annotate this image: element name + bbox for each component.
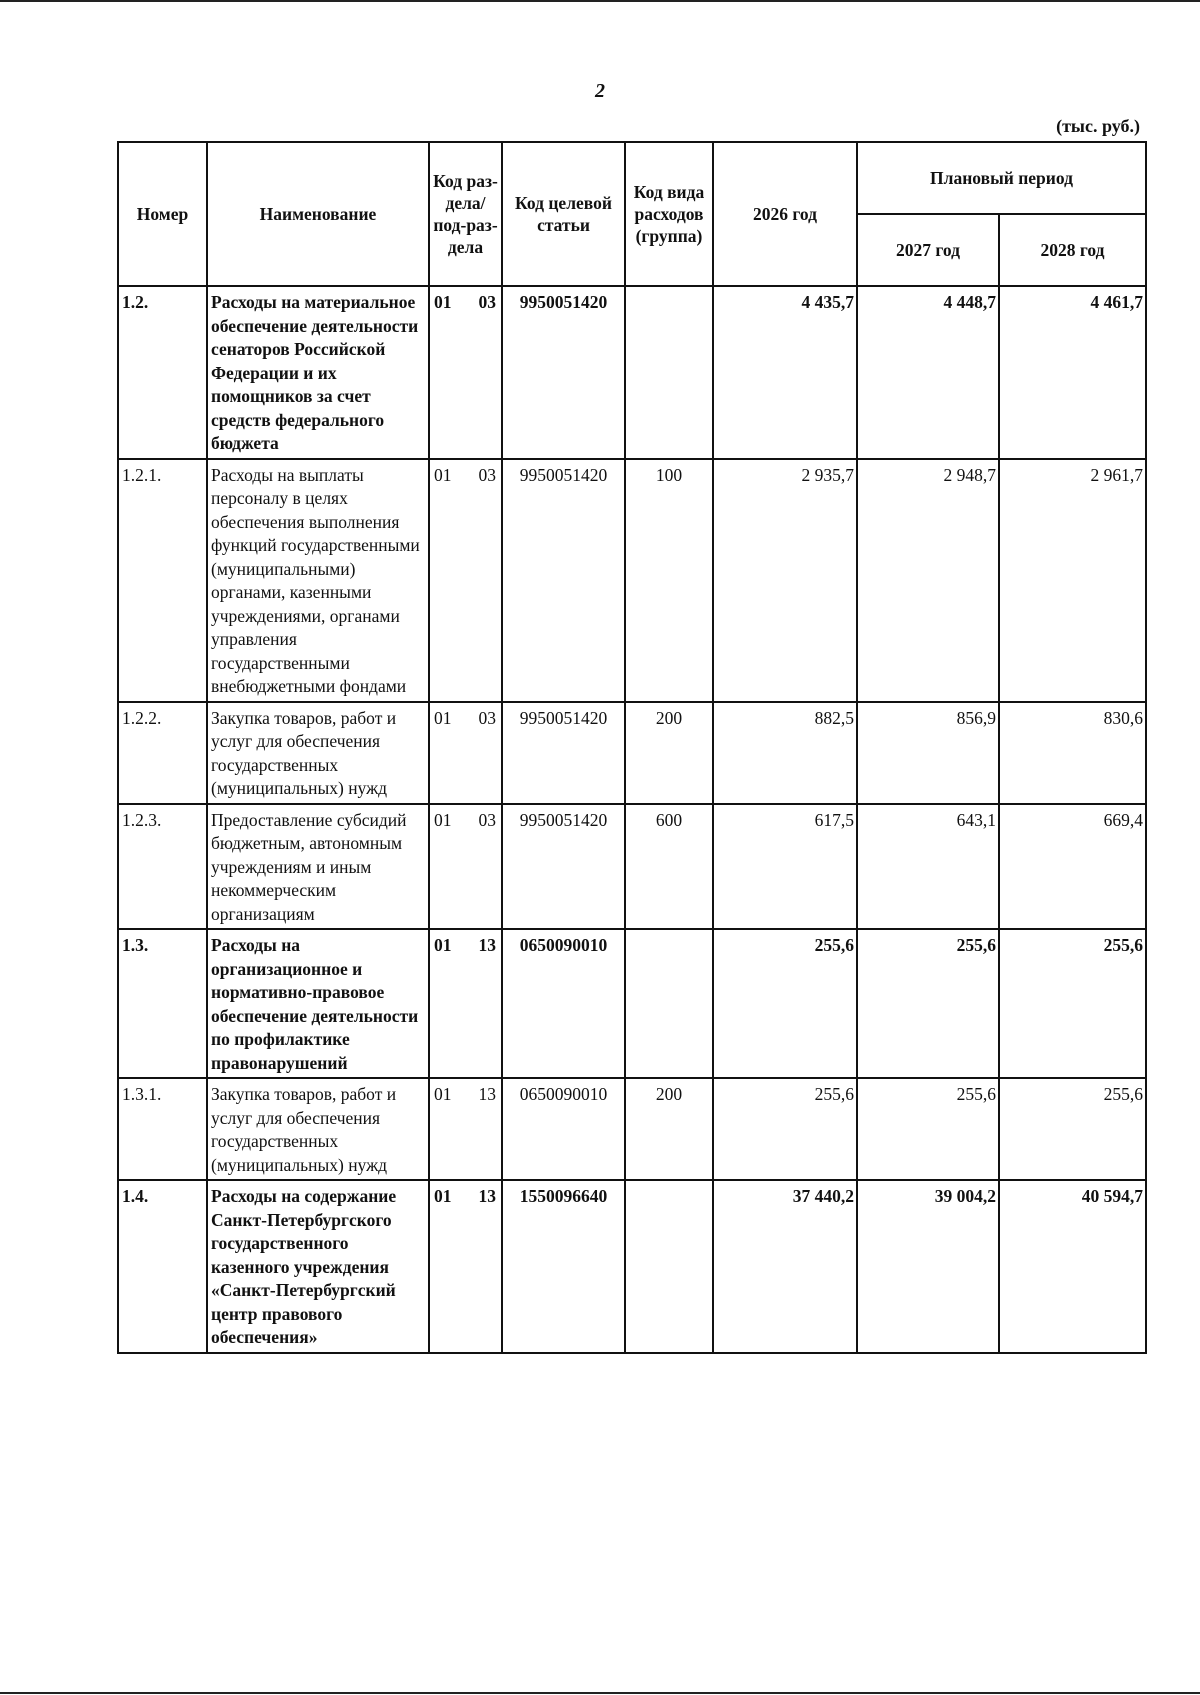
table-row bbox=[118, 804, 1146, 930]
row-name: Закупка товаров, работ и услуг для обеспечения государственных (муниципальных) нужд bbox=[207, 1078, 429, 1180]
row-amount-2027: 856,9 bbox=[857, 702, 999, 804]
row-number: 1.3. bbox=[118, 929, 207, 1078]
subsection-code: 03 bbox=[478, 464, 496, 485]
row-amount-2026: 4 435,7 bbox=[713, 286, 857, 459]
header-number: Номер bbox=[118, 142, 207, 286]
top-scan-border bbox=[0, 0, 1200, 2]
subsection-code: 03 bbox=[478, 809, 496, 830]
row-name: Закупка товаров, работ и услуг для обеспечения государственных (муниципальных) нужд bbox=[207, 702, 429, 804]
header-target-code: Код целевой статьи bbox=[502, 142, 625, 286]
header-name: Наименование bbox=[207, 142, 429, 286]
row-number: 1.2.2. bbox=[118, 702, 207, 804]
row-section-code bbox=[429, 702, 502, 804]
header-year-2026: 2026 год bbox=[713, 142, 857, 286]
header-expense-kind: Код вида расходов (группа) bbox=[625, 142, 713, 286]
row-expense-kind: 200 bbox=[625, 702, 713, 804]
row-section-code bbox=[429, 929, 502, 1078]
row-target-code: 9950051420 bbox=[502, 804, 625, 930]
table-row bbox=[118, 929, 1146, 1078]
row-section-code bbox=[429, 804, 502, 930]
section-code: 01 bbox=[434, 292, 452, 312]
table-row bbox=[118, 286, 1146, 459]
subsection-code: 03 bbox=[478, 707, 496, 728]
row-amount-2028: 255,6 bbox=[999, 1078, 1146, 1180]
row-name: Расходы на материальное обеспечение деятельности сенаторов Российской Федерации и их помощников за счет средств федерального бюджета bbox=[207, 286, 429, 459]
row-amount-2028: 2 961,7 bbox=[999, 459, 1146, 702]
row-expense-kind bbox=[625, 286, 713, 459]
row-section-code bbox=[429, 1078, 502, 1180]
subsection-code: 13 bbox=[478, 1084, 496, 1104]
bottom-scan-border bbox=[0, 1692, 1200, 1694]
row-amount-2027: 255,6 bbox=[857, 929, 999, 1078]
row-target-code: 9950051420 bbox=[502, 702, 625, 804]
section-code: 01 bbox=[434, 1084, 452, 1104]
table-body bbox=[118, 286, 1146, 1353]
row-expense-kind: 100 bbox=[625, 459, 713, 702]
section-code: 01 bbox=[434, 809, 452, 830]
row-amount-2026: 255,6 bbox=[713, 929, 857, 1078]
row-target-code: 0650090010 bbox=[502, 1078, 625, 1180]
row-name: Предоставление субсидий бюджетным, автономным учреждениям и иным некоммерческим организациям bbox=[207, 804, 429, 930]
header-section-code: Код раз-дела/ под-раз-дела bbox=[429, 142, 502, 286]
section-code: 01 bbox=[434, 464, 452, 485]
row-amount-2026: 255,6 bbox=[713, 1078, 857, 1180]
row-target-code: 0650090010 bbox=[502, 929, 625, 1078]
table-row bbox=[118, 459, 1146, 702]
row-amount-2027: 255,6 bbox=[857, 1078, 999, 1180]
section-code: 01 bbox=[434, 1186, 452, 1206]
row-target-code: 1550096640 bbox=[502, 1180, 625, 1353]
row-amount-2027: 2 948,7 bbox=[857, 459, 999, 702]
row-target-code: 9950051420 bbox=[502, 459, 625, 702]
row-expense-kind bbox=[625, 929, 713, 1078]
header-planned-period: Плановый период bbox=[857, 142, 1146, 214]
row-amount-2027: 39 004,2 bbox=[857, 1180, 999, 1353]
row-target-code: 9950051420 bbox=[502, 286, 625, 459]
row-section-code bbox=[429, 286, 502, 459]
header-year-2028: 2028 год bbox=[999, 214, 1146, 286]
header-year-2027: 2027 год bbox=[857, 214, 999, 286]
units-note: (тыс. руб.) bbox=[1056, 116, 1140, 136]
budget-table bbox=[117, 141, 1147, 1354]
row-amount-2028: 669,4 bbox=[999, 804, 1146, 930]
row-section-code bbox=[429, 459, 502, 702]
row-amount-2026: 37 440,2 bbox=[713, 1180, 857, 1353]
table-row bbox=[118, 702, 1146, 804]
subsection-code: 13 bbox=[478, 1186, 496, 1206]
row-expense-kind bbox=[625, 1180, 713, 1353]
row-amount-2027: 643,1 bbox=[857, 804, 999, 930]
row-name: Расходы на содержание Санкт-Петербургского государственного казенного учреждения «Санкт-Петербургский центр правового обеспечения» bbox=[207, 1180, 429, 1353]
row-name: Расходы на организационное и нормативно-правовое обеспечение деятельности по профилактике правонарушений bbox=[207, 929, 429, 1078]
row-number: 1.3.1. bbox=[118, 1078, 207, 1180]
row-amount-2026: 617,5 bbox=[713, 804, 857, 930]
row-amount-2028: 830,6 bbox=[999, 702, 1146, 804]
subsection-code: 03 bbox=[478, 292, 496, 312]
row-amount-2027: 4 448,7 bbox=[857, 286, 999, 459]
page-number: 2 bbox=[595, 80, 605, 102]
row-amount-2026: 882,5 bbox=[713, 702, 857, 804]
section-code: 01 bbox=[434, 707, 452, 728]
row-number: 1.2.3. bbox=[118, 804, 207, 930]
row-amount-2028: 255,6 bbox=[999, 929, 1146, 1078]
row-amount-2028: 40 594,7 bbox=[999, 1180, 1146, 1353]
subsection-code: 13 bbox=[478, 935, 496, 955]
row-number: 1.2. bbox=[118, 286, 207, 459]
row-expense-kind: 600 bbox=[625, 804, 713, 930]
row-amount-2026: 2 935,7 bbox=[713, 459, 857, 702]
section-code: 01 bbox=[434, 935, 452, 955]
row-name: Расходы на выплаты персоналу в целях обеспечения выполнения функций государственными (муниципальными) органами, казенными учреждениями, органами управления государственными внебюджетными фондами bbox=[207, 459, 429, 702]
row-section-code bbox=[429, 1180, 502, 1353]
row-number: 1.4. bbox=[118, 1180, 207, 1353]
table-row bbox=[118, 1180, 1146, 1353]
table-row bbox=[118, 1078, 1146, 1180]
row-number: 1.2.1. bbox=[118, 459, 207, 702]
row-expense-kind: 200 bbox=[625, 1078, 713, 1180]
row-amount-2028: 4 461,7 bbox=[999, 286, 1146, 459]
